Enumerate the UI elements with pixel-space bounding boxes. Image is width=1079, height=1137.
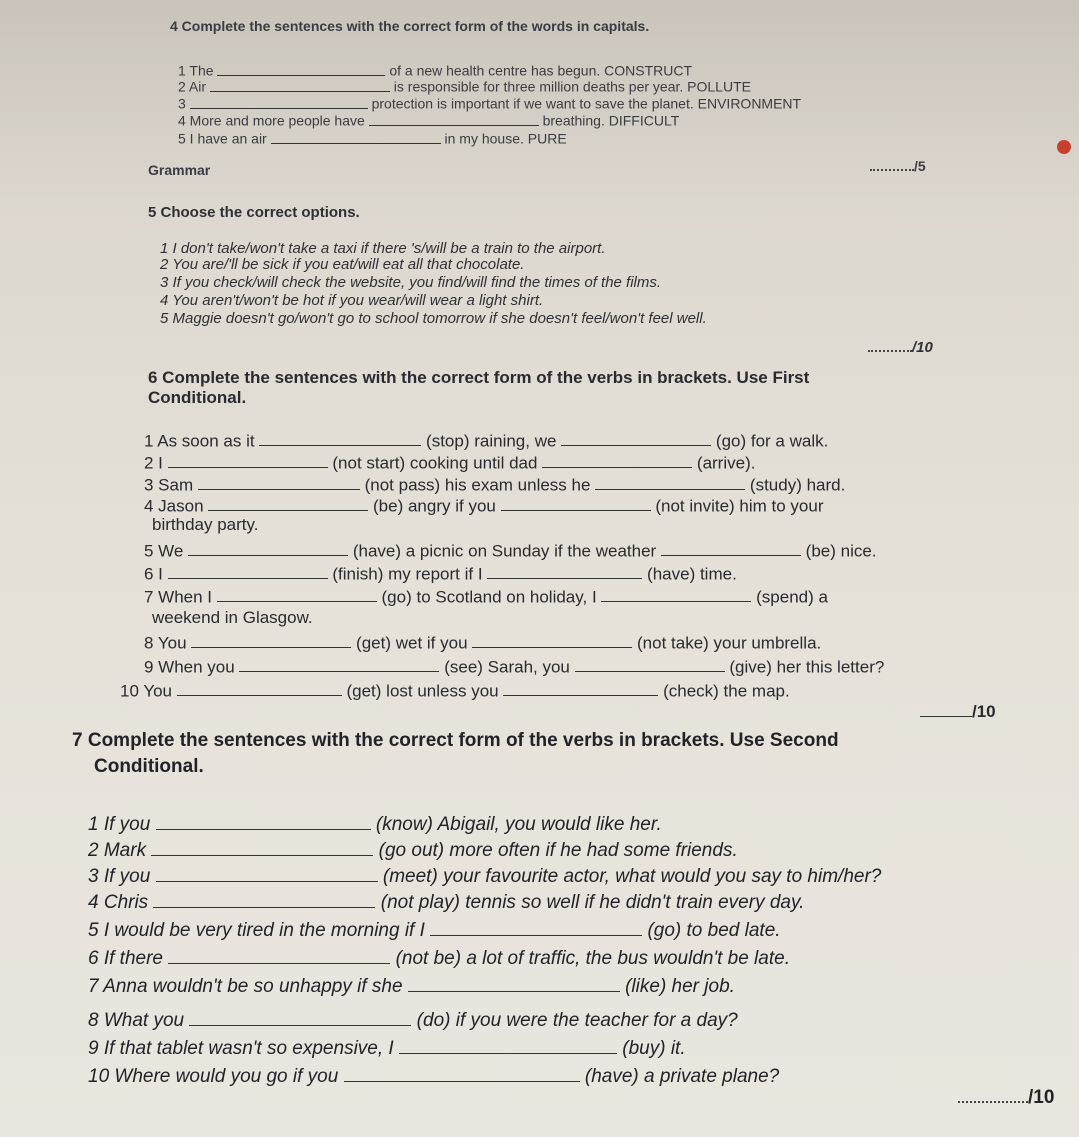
ex7-item-1: 1 If you (know) Abigail, you would like her. bbox=[88, 812, 662, 836]
answer-blank[interactable] bbox=[191, 632, 351, 648]
grammar-heading: Grammar bbox=[148, 162, 211, 178]
ex7-item-5: 5 I would be very tired in the morning if I (go) to bed late. bbox=[88, 918, 781, 942]
ex5-title: 5 Choose the correct options. bbox=[148, 204, 360, 221]
answer-blank[interactable] bbox=[501, 495, 651, 511]
answer-blank[interactable] bbox=[561, 430, 711, 446]
answer-blank[interactable] bbox=[601, 586, 751, 602]
answer-blank[interactable] bbox=[156, 864, 378, 882]
answer-blank[interactable] bbox=[190, 95, 368, 109]
answer-blank[interactable] bbox=[344, 1064, 580, 1082]
ex7-score: /10 bbox=[958, 1086, 1054, 1109]
ex5-item-5: 5 Maggie doesn't go/won't go to school tomorrow if she doesn't feel/won't feel well. bbox=[160, 310, 707, 327]
answer-blank[interactable] bbox=[595, 474, 745, 490]
answer-blank[interactable] bbox=[408, 974, 620, 992]
answer-blank[interactable] bbox=[156, 812, 371, 830]
ex7-item-7: 7 Anna wouldn't be so unhappy if she (like) her job. bbox=[88, 974, 735, 998]
score-blank[interactable] bbox=[870, 158, 914, 171]
answer-blank[interactable] bbox=[177, 680, 342, 696]
score-blank[interactable] bbox=[868, 338, 912, 352]
answer-blank[interactable] bbox=[661, 540, 801, 556]
answer-blank[interactable] bbox=[153, 890, 375, 908]
ex7-item-2: 2 Mark (go out) more often if he had some friends. bbox=[88, 838, 738, 862]
ex6-score: /10 bbox=[920, 702, 996, 722]
score-blank[interactable] bbox=[920, 702, 972, 717]
answer-blank[interactable] bbox=[399, 1036, 617, 1054]
ex7-title-line1: 7 Complete the sentences with the correct form of the verbs in brackets. Use Second bbox=[72, 730, 839, 751]
answer-blank[interactable] bbox=[217, 586, 377, 602]
answer-blank[interactable] bbox=[168, 563, 328, 579]
ex6-item-4: 4 Jason (be) angry if you (not invite) him to your bbox=[144, 496, 824, 516]
ex4-item-2: 2 Air is responsible for three million deaths per year. POLLUTE bbox=[178, 78, 751, 95]
ex6-item-8: 8 You (get) wet if you (not take) your umbrella. bbox=[144, 633, 822, 653]
answer-blank[interactable] bbox=[188, 540, 348, 556]
ex6-title-line2: Conditional. bbox=[148, 388, 247, 407]
ex7-item-8: 8 What you (do) if you were the teacher for a day? bbox=[88, 1008, 738, 1032]
answer-blank[interactable] bbox=[271, 130, 441, 144]
ex4-score: /5 bbox=[870, 158, 926, 174]
ex5-item-2: 2 You are/'ll be sick if you eat/will eat all that chocolate. bbox=[160, 256, 525, 273]
ex5-item-4: 4 You aren't/won't be hot if you wear/will wear a light shirt. bbox=[160, 292, 544, 309]
ex6-item-10: 10 You (get) lost unless you (check) the map. bbox=[120, 681, 790, 701]
answer-blank[interactable] bbox=[168, 452, 328, 468]
ex7-item-10: 10 Where would you go if you (have) a private plane? bbox=[88, 1064, 779, 1088]
ex5-item-3: 3 If you check/will check the website, you find/will find the times of the films. bbox=[160, 274, 662, 291]
ex4-item-1: 1 The of a new health centre has begun. CONSTRUCT bbox=[178, 62, 693, 79]
ex5-item-1: 1 I don't take/won't take a taxi if there 's/will be a train to the airport. bbox=[160, 240, 606, 257]
ex6-item-7-cont: weekend in Glasgow. bbox=[152, 608, 313, 627]
answer-blank[interactable] bbox=[472, 632, 632, 648]
answer-blank[interactable] bbox=[259, 430, 421, 446]
ex6-item-6: 6 I (finish) my report if I (have) time. bbox=[144, 564, 737, 584]
answer-blank[interactable] bbox=[189, 1008, 411, 1026]
ex6-item-1: 1 As soon as it (stop) raining, we (go) for a walk. bbox=[144, 431, 829, 451]
ex7-item-3: 3 If you (meet) your favourite actor, what would you say to him/her? bbox=[88, 864, 881, 888]
ex4-item-5: 5 I have an air in my house. PURE bbox=[178, 130, 567, 147]
ex7-title-line2: Conditional. bbox=[94, 756, 204, 777]
answer-blank[interactable] bbox=[210, 78, 390, 92]
ex6-item-7: 7 When I (go) to Scotland on holiday, I (spend) a bbox=[144, 587, 828, 607]
answer-blank[interactable] bbox=[151, 838, 373, 856]
ex7-item-4: 4 Chris (not play) tennis so well if he didn't train every day. bbox=[88, 890, 804, 914]
answer-blank[interactable] bbox=[503, 680, 658, 696]
answer-blank[interactable] bbox=[542, 452, 692, 468]
ex6-item-3: 3 Sam (not pass) his exam unless he (study) hard. bbox=[144, 475, 846, 495]
ex4-item-3: 3 protection is important if we want to save the planet. ENVIRONMENT bbox=[178, 95, 802, 112]
answer-blank[interactable] bbox=[239, 656, 439, 672]
answer-blank[interactable] bbox=[369, 112, 539, 126]
ex5-score: /10 bbox=[868, 338, 933, 356]
ex4-item-4: 4 More and more people have breathing. DIFFICULT bbox=[178, 112, 680, 129]
answer-blank[interactable] bbox=[487, 563, 642, 579]
score-blank[interactable] bbox=[958, 1086, 1028, 1103]
ex6-item-4-cont: birthday party. bbox=[152, 515, 259, 534]
ex6-title-line1: 6 Complete the sentences with the correct form of the verbs in brackets. Use First bbox=[148, 368, 810, 387]
answer-blank[interactable] bbox=[168, 946, 390, 964]
answer-blank[interactable] bbox=[208, 495, 368, 511]
ex4-title: 4 Complete the sentences with the correct form of the words in capitals. bbox=[170, 18, 650, 34]
ex6-item-9: 9 When you (see) Sarah, you (give) her this letter? bbox=[144, 657, 885, 677]
red-marker-dot bbox=[1057, 140, 1071, 154]
answer-blank[interactable] bbox=[198, 474, 360, 490]
answer-blank[interactable] bbox=[430, 918, 642, 936]
answer-blank[interactable] bbox=[217, 62, 385, 76]
answer-blank[interactable] bbox=[575, 656, 725, 672]
ex7-item-9: 9 If that tablet wasn't so expensive, I (buy) it. bbox=[88, 1036, 686, 1060]
ex6-item-5: 5 We (have) a picnic on Sunday if the weather (be) nice. bbox=[144, 541, 877, 561]
ex7-item-6: 6 If there (not be) a lot of traffic, the bus wouldn't be late. bbox=[88, 946, 790, 970]
ex6-item-2: 2 I (not start) cooking until dad (arrive). bbox=[144, 453, 756, 473]
